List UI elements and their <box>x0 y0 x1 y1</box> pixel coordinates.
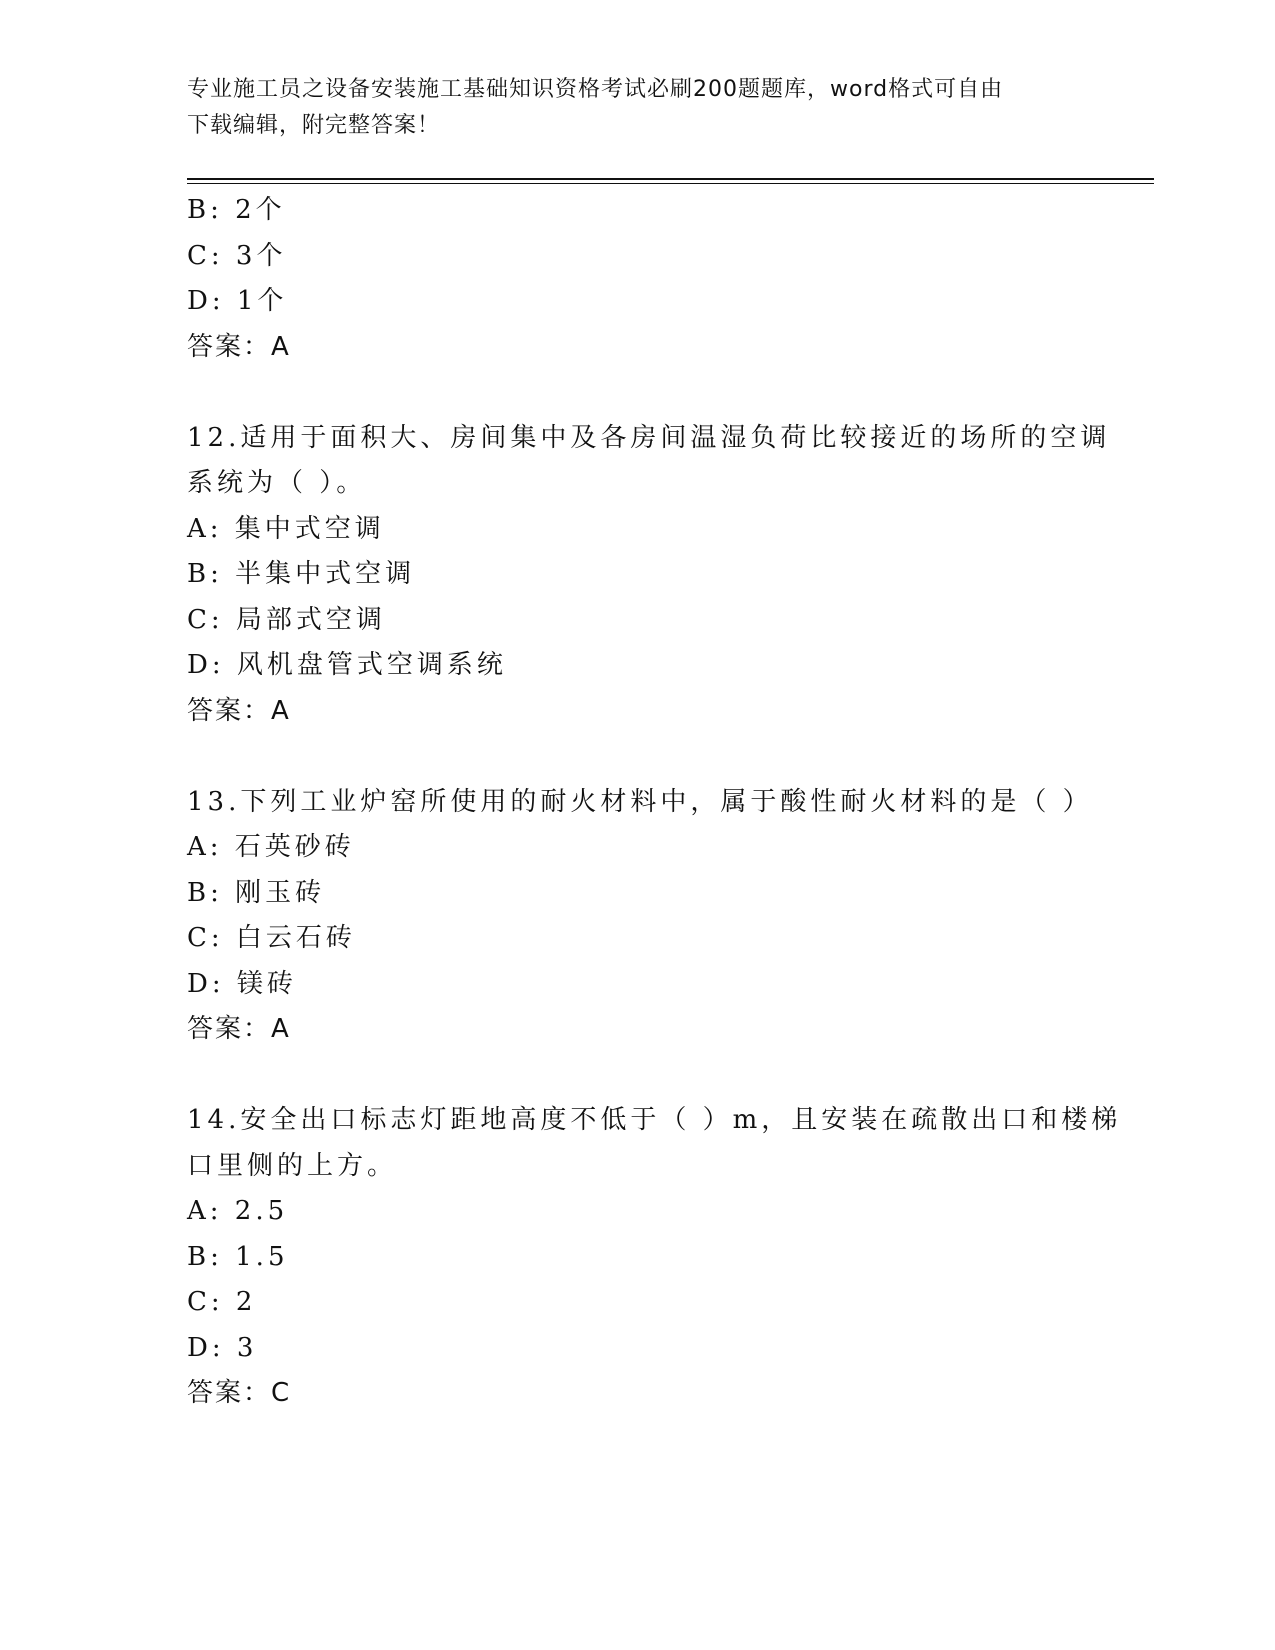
option-b: B: 1.5 <box>187 1241 289 1272</box>
answer: 答案：A <box>187 1014 291 1044</box>
header-rule-thick <box>187 178 1154 180</box>
option-d: D: 3 <box>187 1332 258 1363</box>
option-b: B: 刚玉砖 <box>187 877 326 908</box>
option-d: D: 1个 <box>187 286 288 316</box>
header-line-2: 下载编辑，附完整答案！ <box>187 113 441 138</box>
answer: 答案：C <box>187 1378 292 1408</box>
question-list <box>187 188 1122 1417</box>
question-14 <box>187 1098 1122 1417</box>
header-line-1: 专业施工员之设备安装施工基础知识资格考试必刷200题题库，word格式可自由 <box>187 77 1004 102</box>
option-a: A: 2.5 <box>187 1196 289 1226</box>
option-b: B: 2个 <box>187 195 286 225</box>
spacer <box>187 370 1087 416</box>
option-d: D: 风机盘管式空调系统 <box>187 650 507 680</box>
option-c: C: 白云石砖 <box>187 923 356 953</box>
question-stem-continued: 系统为（ ）。 <box>187 468 367 498</box>
spacer <box>187 734 1087 780</box>
option-b: B: 半集中式空调 <box>187 559 416 589</box>
answer: 答案：A <box>187 695 291 726</box>
question-11 <box>187 188 1087 370</box>
spacer <box>187 1053 1087 1099</box>
option-a: A: 石英砂砖 <box>187 832 355 862</box>
question-stem: 14.安全出口标志灯距地高度不低于（ ）m，且安装在疏散出口和楼梯 <box>187 1105 1122 1135</box>
option-a: A: 集中式空调 <box>187 513 385 544</box>
question-stem: 12.适用于面积大、房间集中及各房间温湿负荷比较接近的场所的空调 <box>187 422 1111 453</box>
option-d: D: 镁砖 <box>187 968 297 999</box>
option-c: C: 2 <box>187 1287 257 1317</box>
question-stem: 13.下列工业炉窑所使用的耐火材料中，属于酸性耐火材料的是（ ） <box>187 786 1093 817</box>
question-13 <box>187 780 1093 1053</box>
header-rule-thin <box>187 183 1154 184</box>
document-header <box>187 72 1067 144</box>
option-c: C: 局部式空调 <box>187 604 386 635</box>
question-12 <box>187 416 1111 735</box>
option-c: C: 3个 <box>187 240 287 271</box>
answer: 答案：A <box>187 331 291 362</box>
question-stem-continued: 口里侧的上方。 <box>187 1150 398 1181</box>
